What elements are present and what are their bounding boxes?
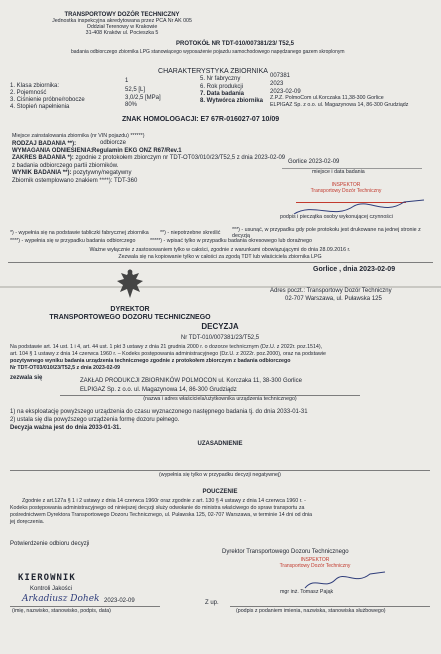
requirements-value: Regulamin EKG ONZ R67/Rev.1: [92, 148, 182, 154]
director-sign-title: Dyrektor Transportowego Dozoru Technicznego: [222, 549, 349, 555]
place-date-value: Gorlice 2023-02-09: [288, 159, 340, 165]
footnote-2: **) - niepotrzebne skreślić: [160, 230, 221, 236]
decision-number: Nr TDT-010/007381/23/T52,5: [180, 335, 260, 341]
decision-place-date: Gorlice , dnia 2023-02-09: [313, 266, 396, 273]
decision-point-2: 2) ustala się dla powyższego urządzenia formę dozoru pełnego.: [10, 417, 180, 423]
instruction-line-3: pośrednictwem Dyrektora Transportowego Dozoru Technicznego, ul. Puławska 125, 02-707 Warszawa, w terminie 14 dni od dnia: [10, 512, 313, 518]
instruction-line-4: jej doręczenia.: [10, 519, 45, 525]
char-label-1: 1. Klasa zbiornika:: [10, 83, 60, 89]
postal-address-2: 02-707 Warszawa, ul. Puławska 125: [285, 296, 382, 302]
footnote-4: ****) - wypełnia się w przypadku badania odbiorczego: [10, 238, 136, 244]
instruction-line-1: Zgodnie z art.127a § 1 i 2 ustawy z dnia 14 czerwca 1960r oraz zgodnie z art. 130 § 4 ustawy z dnia 14 czerwca 1960 r. -: [22, 498, 306, 504]
inspector-name: mgr inż. Tomasz Pająk: [280, 589, 334, 595]
director-title-1: DYREKTOR: [110, 306, 150, 313]
receipt-label: Potwierdzenie odbioru decyzji: [10, 541, 90, 547]
justification-line: [10, 470, 430, 471]
proxy-label: Z up.: [205, 600, 219, 606]
char-value-6: 2023: [270, 81, 284, 87]
place-date-label: miejsce i data badania: [312, 169, 365, 175]
char-value-8: Z.P.Z. PolmoCom ul.Korczaka 11,38-300 Gorlice: [270, 95, 384, 101]
decision-body-2: art. 104 § 1 ustawy z dnia 14 czerwca 1960 r. – Kodeks postępowania administracyjnego (Dz.U. z 2022r. poz.2000), oraz na podstawie: [10, 351, 326, 357]
footnote-1: *) - wypełnia się na podstawie tabliczki fabrycznej zbiornika: [10, 230, 149, 236]
org-name: TRANSPORTOWY DOZÓR TECHNICZNY: [64, 12, 180, 18]
decision-title: DECYZJA: [201, 322, 239, 331]
inspector-stamp-top: INSPEKTOR Transportowy Dozór Techniczny: [310, 182, 382, 194]
signature-caption: podpis i pieczątka osoby wykonującej czynności: [280, 214, 393, 220]
mark-row: Zbiornik ostemplowano znakiem ****): TDT-360: [12, 178, 138, 184]
org-accreditation: Jednostka inspekcyjna akredytowana przez PCA Nr AK 005: [52, 18, 192, 24]
footnote-5: *****) - wpisać tylko w przypadku badania okresowego lub doraźnego: [150, 238, 312, 244]
char-label-7: 7. Data badania: [200, 91, 245, 97]
char-label-3: 3. Ciśnienie próbne/robocze: [10, 97, 85, 103]
receiver-date: 2023-02-09: [104, 598, 135, 604]
requirements-label: WYMAGANIA ODNIESIENIA:: [12, 148, 93, 154]
company-line-2: ELPIGAZ Sp. z o.o. ul. Magazynowa 14, 86-300 Grudziądz: [80, 387, 237, 393]
inspector-stamp-bottom: INSPEKTOR Transportowy Dozór Techniczny: [279, 557, 351, 569]
scope-tail: z badania odbiorczego partii zbiorników.: [12, 163, 119, 169]
postal-address-1: Adres poczt.: Transportowy Dozór Techniczny: [270, 288, 392, 294]
signer-line: [230, 606, 430, 607]
section-divider: [8, 262, 433, 263]
org-address: 31-408 Kraków ul. Pocieszka 5: [85, 30, 159, 36]
protocol-subtitle: badania odbiorczego zbiornika LPG stanowiącego wyposażenie pojazdu samochodowego napędzanego gazem skroplonym: [71, 49, 345, 55]
char-value-4: 80%: [125, 102, 138, 108]
receiver-stamp-1: KIEROWNIK: [18, 573, 76, 583]
director-title-2: TRANSPORTOWEGO DOZORU TECHNICZNEGO: [49, 314, 211, 321]
char-label-8: 8. Wytwórca zbiornika: [200, 98, 263, 104]
char-label-2: 2. Pojemność: [10, 90, 47, 96]
characteristics-title: CHARAKTERYSTYKA ZBIORNIKA: [158, 68, 268, 75]
eagle-emblem-icon: [113, 266, 147, 304]
char-value-7: 2023-02-09: [270, 89, 301, 95]
justification-caption: (wypełnia się tylko w przypadku decyzji negatywnej): [159, 472, 281, 478]
receiver-caption: (imię, nazwisko, stanowisko, podpis, data): [12, 608, 111, 614]
char-label-4: 4. Stopień napełnienia: [10, 104, 70, 110]
valid-line: Ważne wyłącznie z zastosowaniem tylko w całości, zgodnie z warunkami obowiązującymi do dnia 28.09.2016 r.: [89, 247, 351, 253]
homologation: ZNAK HOMOLOGACJI: E7 67R-016027-07 10/09: [122, 116, 280, 123]
protocol-title: PROTOKÓŁ NR TDT-010/007381/23/ T52,5: [176, 41, 294, 47]
valid-line-2: Zezwala się na kopiowanie tylko w całości za zgodą TDT lub właściciela zbiornika LPG: [118, 254, 322, 260]
char-value-8b: ELPIGAZ Sp. z o.o. ul. Magazynowa 14, 86-300 Grudziądz: [270, 102, 409, 108]
company-caption: (nazwa i adres właściciela/użytkownika urządzenia technicznego): [143, 396, 297, 402]
result-row: WYNIK BADANIA **): pozytywny/negatywny: [12, 170, 132, 176]
test-type-label: RODZAJ BADANIA **):: [12, 141, 77, 147]
decision-body-4: Nr TDT-OT03/010/23/T52,5 z dnia 2023-02-09: [10, 365, 121, 371]
receiver-name: Arkadiusz Dohek: [22, 594, 100, 604]
char-label-5: 5. Nr fabryczny: [200, 76, 241, 82]
footnote-3: ***) - usunąć, w przypadku gdy pole protokołu jest drukowane na jednej stronie z decyzją: [232, 227, 421, 239]
char-value-1: 1: [125, 78, 129, 84]
allow-label: zezwala się: [10, 375, 43, 381]
install-place-label: Miejsce zainstalowania zbiornika (nr VIN pojazdu) ******): [12, 133, 145, 139]
decision-body-3: pozytywnego wyniku badania urządzenia technicznego zgodnie z protokołem zbiorczym z badania odbiorczego: [10, 358, 291, 364]
char-value-5: 007381: [270, 73, 291, 79]
char-label-6: 6. Rok produkcji: [200, 84, 244, 90]
instruction-line-2: Kodeks postępowania administracyjnego od niniejszej decyzji służy odwołanie do ministra właściwego do spraw transportu za: [10, 505, 305, 511]
justification-title: UZASADNIENIE: [197, 441, 243, 447]
test-type-value: odbiorcze: [100, 140, 127, 146]
decision-body-1: Na podstawie art. 14 ust. 1 i 4, art. 44 ust. 1 pkt 3 ustawy z dnia 21 grudnia 2000 r. o dozorze technicznym (Dz.U. z 2022r. poz.1514),: [10, 344, 323, 350]
org-branch: Oddział Terenowy w Krakowie: [86, 24, 158, 30]
receiver-stamp-2: Kontroli Jakości: [30, 586, 73, 592]
decision-point-1: 1) na eksploatację powyższego urządzenia do czasu wyznaczonego następnego badania tj. do dnia 2033-01-31: [10, 409, 308, 415]
char-value-2: 52,5 [L]: [125, 87, 146, 93]
receiver-line: [10, 606, 160, 607]
char-value-3: 3,0/2,5 [MPa]: [125, 95, 161, 101]
decision-validity: Decyzja ważna jest do dnia 2033-01-31.: [10, 425, 122, 431]
company-line-1: ZAKŁAD PRODUKCJI ZBIORNIKÓW POLMOCON ul. Korczaka 11, 38-300 Gorlice: [80, 378, 302, 384]
scope-row: ZAKRES BADANIA *): zgodnie z protokołem zbiorczym nr TDT-OT03/010/23/T52,5 z dnia 2023-02-09: [12, 155, 286, 161]
instruction-title: POUCZENIE: [202, 489, 238, 495]
signer-caption: (podpis z podaniem imienia, nazwiska, stanowiska służbowego): [236, 608, 386, 614]
